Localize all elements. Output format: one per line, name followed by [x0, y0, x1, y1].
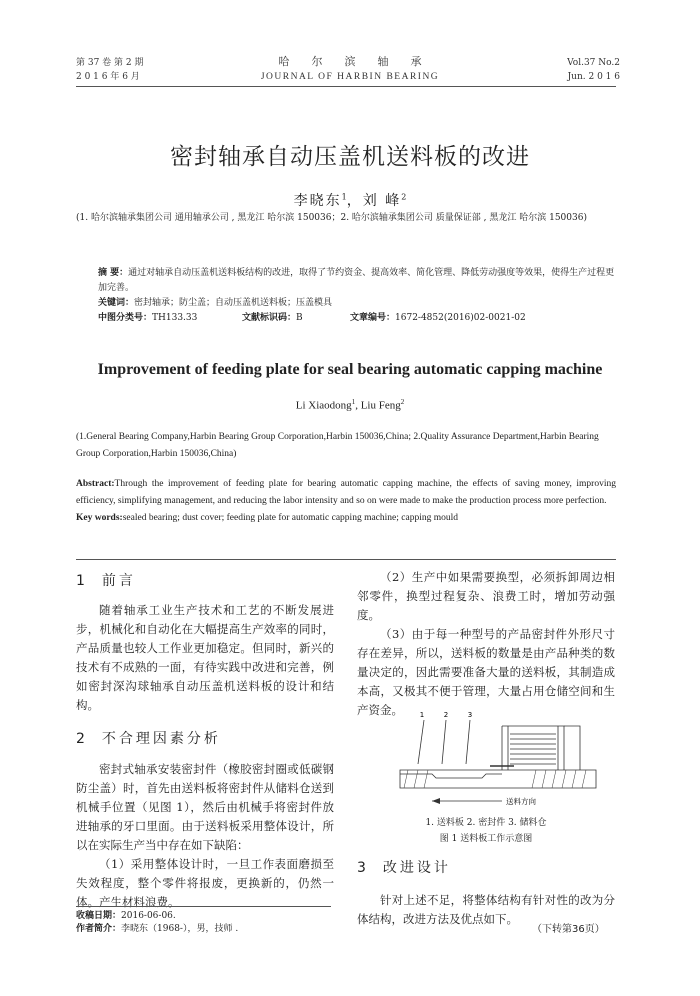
feeding-plate-outline [400, 770, 596, 788]
article-no-value: 1672-4852(2016)02-0021-02 [395, 313, 526, 323]
author-sep: ， [346, 193, 363, 209]
english-abstract-text: Through the improvement of feeding plate for bearing automatic capping machine, the effects of saving money, improving efficiency, simplifying management, and reducing the labor intensity and so on were made to make the production process more perfection. [76, 479, 616, 506]
label-2: 2 [443, 711, 449, 719]
label-3: 3 [467, 711, 473, 719]
keywords-label: 关键词： [98, 298, 135, 308]
english-abstract [76, 476, 616, 527]
bio-text: 李晓东（1968-），男，技师 . [121, 924, 239, 934]
doc-code-value: B [296, 313, 303, 323]
storage-bin-wall [564, 726, 580, 770]
classification-row [98, 311, 618, 326]
english-authors [0, 398, 700, 412]
leader-line-1 [418, 720, 424, 764]
footnote [76, 910, 238, 936]
author-1-sup: 1 [341, 192, 347, 202]
storage-bin-inner [508, 726, 558, 770]
leader-line-2 [442, 720, 446, 764]
section-1-heading [76, 570, 136, 590]
continued-note: （下转第36页） [532, 924, 605, 935]
article-no-label: 文章编号： [350, 313, 396, 323]
feeding-plate-groove [400, 774, 502, 778]
storage-bin-outline [502, 726, 564, 770]
header-rule [76, 86, 616, 87]
right-column-body [357, 568, 615, 720]
section-2-number: 2 [76, 731, 88, 747]
header-date: 2 0 1 6 年 6 月 [76, 72, 140, 82]
clc-value: TH133.33 [152, 313, 198, 323]
clc-label: 中图分类号： [98, 313, 153, 323]
defect-3-paragraph: （3）由于每一种型号的产品密封件外形尺寸存在差异，所以，送料板的数量是由产品种类的数量决定的，因此需要准备大量的送料板，其制造成本高，又极其不便于管理，大量占用仓储空间和生产资金。 [357, 627, 615, 717]
received-label: 收稿日期： [76, 911, 122, 921]
english-keywords-text: sealed bearing; dust cover; feeding plate for automatic capping machine; capping mould [122, 513, 458, 523]
english-affiliation: (1.General Bearing Company,Harbin Bearing Group Corporation,Harbin 150036,China; 2.Quality Assurance Department,Harbin Bearing Group Corporation,Harbin 150036,China) [76, 432, 599, 459]
section-2-body [76, 760, 334, 912]
section-2-heading [76, 728, 221, 748]
english-keywords-label: Key words: [76, 513, 123, 523]
section-1-body [76, 601, 334, 715]
bio-label: 作者简介： [76, 924, 122, 934]
abstract-label: 摘 要： [98, 268, 129, 278]
stacked-seals [510, 734, 556, 764]
leader-line-3 [466, 720, 470, 764]
authors [0, 190, 700, 210]
english-abstract-label: Abstract: [76, 479, 115, 489]
abstract-text: 通过对轴承自动压盖机送料板结构的改进，取得了节约资金、提高效率、简化管理、降低劳动强度等效果，使得生产过程更加完善。 [98, 268, 615, 293]
defect-2-paragraph: （2）生产中如果需要换型，必须拆卸周边相邻零件，换型过程复杂、浪费工时，增加劳动强度。 [357, 570, 615, 622]
header-date-en: Jun. 2 0 1 6 [567, 72, 620, 82]
doc-code-label: 文献标识码： [242, 313, 297, 323]
section-3-number: 3 [357, 860, 369, 876]
author-1: 李晓东 [293, 193, 342, 209]
figure-1-legend: 1. 送料板 2. 密封件 3. 储料仓 [425, 818, 547, 828]
header-issue-en [567, 56, 620, 84]
english-author-2: , Liu Feng [355, 399, 401, 412]
label-1: 1 [419, 711, 425, 719]
arrow-label: 送料方向 [506, 797, 536, 806]
section-1-title: 前言 [101, 573, 136, 589]
section-3-title: 改进设计 [382, 860, 451, 876]
footnote-rule [76, 906, 331, 907]
header-volume-en: Vol.37 No.2 [567, 58, 620, 68]
journal-name-cn: 哈尔滨轴承 [278, 55, 444, 68]
body-rule [76, 559, 616, 560]
section-1-paragraph: 随着轴承工业生产技术和工艺的不断发展进步，机械化和自动化在大幅提高生产效率的同时，产品质量也较人工作业更加稳定。但同时，新兴的技术有不成熟的一面，有待实践中改进和完善，例如密封深沟球轴承自动压盖机送料板的设计和结构。 [76, 603, 334, 712]
english-author-1: Li Xiaodong [295, 399, 352, 412]
section-hatching [404, 770, 586, 788]
figure-1-caption: 图 1 送料板工作示意图 [439, 834, 533, 844]
section-1-number: 1 [76, 573, 88, 589]
english-title: Improvement of feeding plate for seal bearing automatic capping machine [97, 361, 603, 378]
author-2-sup: 2 [401, 192, 407, 202]
section-2-title: 不合理因素分析 [101, 731, 221, 747]
section-3-paragraph: 针对上述不足，将整体结构有针对性的改为分体结构，改进方法及优点如下。 [357, 893, 615, 926]
english-author-2-sup: 2 [400, 398, 405, 406]
header-volume: 第 37 卷 第 2 期 [76, 58, 144, 68]
received-date: 2016-06-06. [121, 911, 176, 921]
section-2-paragraph-2: （1）采用整体设计时，一旦工作表面磨损至失效程度，整个零件将报废，更换新的，仍然一体。产生材料浪费。 [76, 857, 334, 909]
arrow-head [432, 798, 440, 804]
paper-title: 密封轴承自动压盖机送料板的改进 [170, 144, 530, 170]
abstract-block [98, 266, 618, 326]
author-2: 刘 峰 [362, 193, 402, 209]
section-2-paragraph-1: 密封式轴承安装密封件（橡胶密封圈或低碳钢防尘盖）时，首先由送料板将密封件从储料仓送到机械手位置（见图 1），然后由机械手将密封件放进轴承的牙口里面。由于送料板采用整体设计，所以在实际生产当中存在如下缺陷： [76, 762, 334, 852]
keywords-text: 密封轴承；防尘盖；自动压盖机送料板；压盖模具 [134, 298, 333, 308]
affiliation: (1. 哈尔滨轴承集团公司 通用轴承公司 , 黑龙江 哈尔滨 150036；2. 哈尔滨轴承集团公司 质量保证部 , 黑龙江 哈尔滨 150036) [76, 213, 587, 223]
section-3-heading [357, 857, 451, 877]
journal-name-en: JOURNAL OF HARBIN BEARING [260, 72, 440, 82]
english-author-1-sup: 1 [351, 398, 356, 406]
figure-1-diagram [392, 708, 602, 810]
